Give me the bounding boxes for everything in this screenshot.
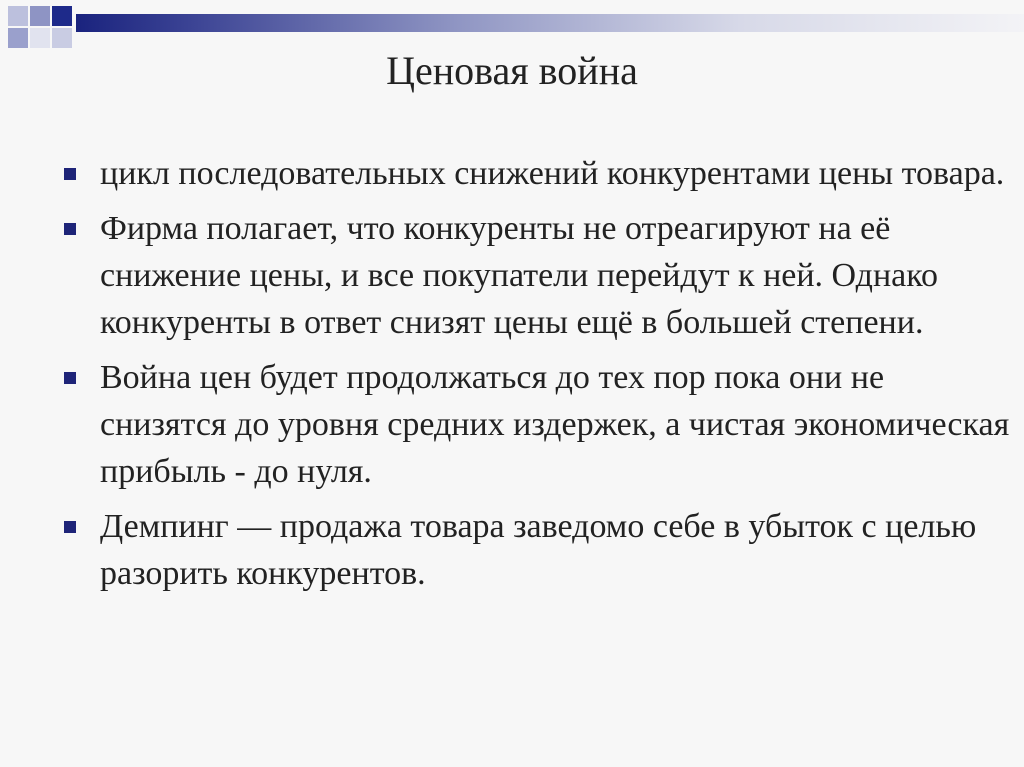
square-bullet-icon (64, 223, 76, 235)
bullet-text: Война цен будет продолжаться до тех пор пока они не снизятся до уровня средних издержек, а чистая экономическая прибыль - до нуля. (100, 359, 1010, 490)
decorative-square (8, 6, 28, 26)
bullet-item (62, 503, 1012, 597)
decorative-square (30, 6, 50, 26)
bullet-text: цикл последовательных снижений конкурентами цены товара. (100, 155, 1005, 192)
bullet-text: Фирма полагает, что конкуренты не отреагируют на её снижение цены, и все покупатели перейдут к ней. Однако конкуренты в ответ снизят цены ещё в большей степени. (100, 210, 939, 341)
bullet-text: Демпинг — продажа товара заведомо себе в убыток с целью разорить конкурентов. (100, 508, 977, 592)
bullet-list (62, 150, 1012, 605)
bullet-item (62, 354, 1012, 495)
square-bullet-icon (64, 521, 76, 533)
bullet-item (62, 205, 1012, 346)
square-bullet-icon (64, 168, 76, 180)
bullet-item (62, 150, 1012, 197)
decorative-square (52, 6, 72, 26)
header-gradient-bar (76, 14, 1024, 32)
square-bullet-icon (64, 372, 76, 384)
slide-title: Ценовая война (386, 48, 638, 93)
